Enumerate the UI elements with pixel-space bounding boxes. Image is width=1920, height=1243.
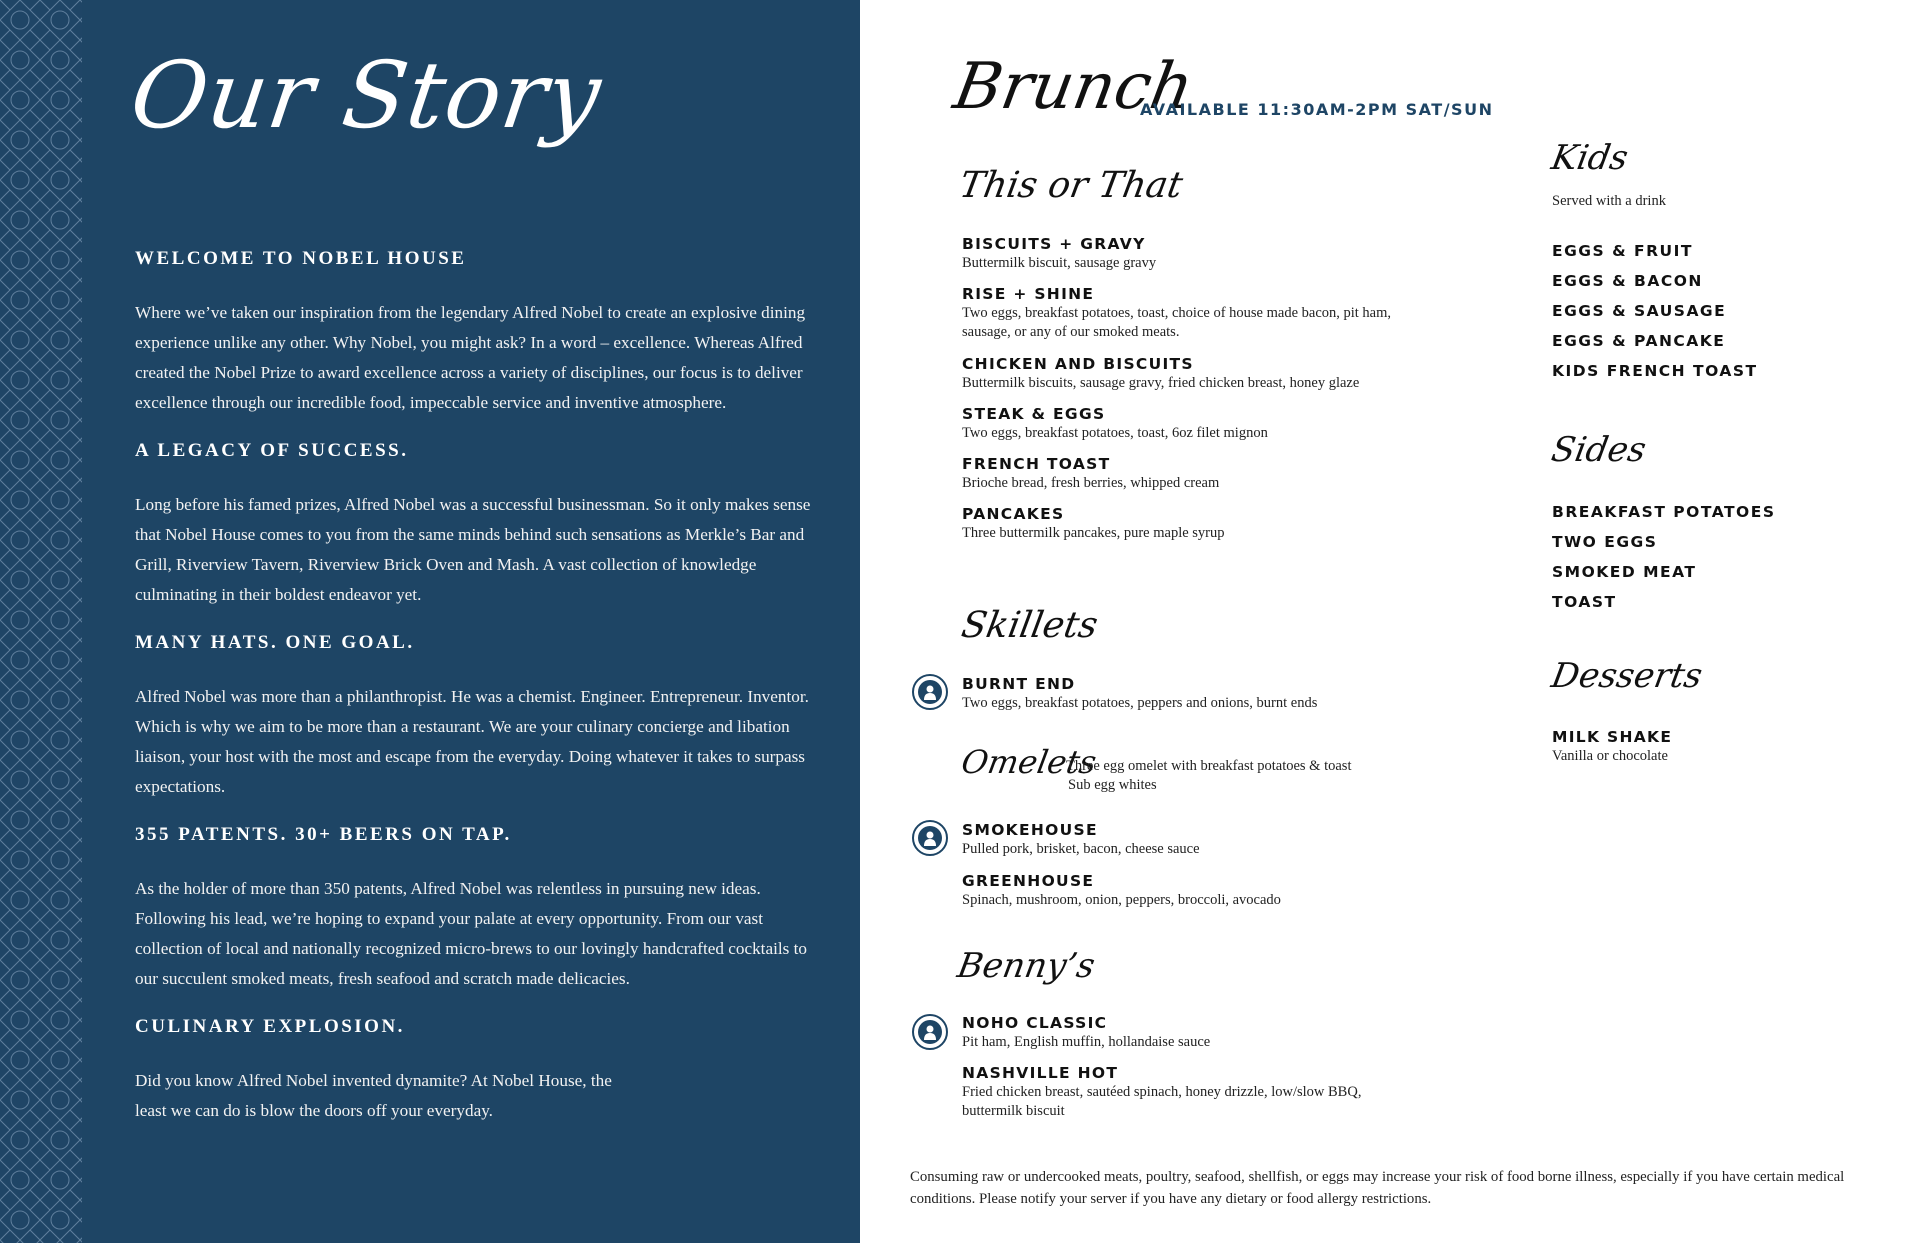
item-name: BURNT END — [962, 675, 1076, 693]
story-sections — [135, 248, 815, 1148]
section-heading: A LEGACY OF SUCCESS. — [135, 440, 409, 461]
geometric-pattern-graphic — [0, 0, 82, 1243]
item-name: SMOKEHOUSE — [962, 821, 1098, 839]
menu-item — [962, 820, 1432, 859]
section-body: Alfred Nobel was more than a philanthropist. He was a chemist. Engineer. Entrepreneur. Inventor. Which is why we aim to be more than a restaurant. We are your culinary concierge and libation liaison, your host with the most and escape from the everyday. Doing whatever it takes to surpass expectations. — [135, 687, 809, 796]
section-heading: WELCOME TO NOBEL HOUSE — [135, 248, 467, 269]
item-desc: Fried chicken breast, sautéed spinach, honey drizzle, low/slow BBQ, buttermilk biscuit — [962, 1084, 1362, 1119]
menu-item — [962, 674, 1432, 713]
item-desc: Two eggs, breakfast potatoes, peppers and onions, burnt ends — [962, 695, 1318, 711]
item-name: FRENCH TOAST — [962, 455, 1111, 473]
section-heading: CULINARY EXPLOSION. — [135, 1016, 405, 1037]
food-safety-disclaimer: Consuming raw or undercooked meats, poultry, seafood, shellfish, or eggs may increase your risk of food borne illness, especially if you have certain medical conditions. Please notify your server if you have any dietary or food allergy restrictions. — [910, 1169, 1845, 1207]
item-name: PANCAKES — [962, 505, 1065, 523]
item-name: CHICKEN AND BISCUITS — [962, 355, 1194, 373]
kids-item: KIDS FRENCH TOAST — [1552, 362, 1758, 380]
item-desc: Pulled pork, brisket, bacon, cheese sauce — [962, 841, 1200, 857]
desserts-title: Desserts — [1548, 656, 1706, 696]
omelets-desc-line: Three egg omelet with breakfast potatoes & toast — [1066, 758, 1352, 774]
menu-item — [962, 284, 1432, 342]
menu-item — [962, 234, 1432, 273]
menu-item — [962, 871, 1432, 910]
side-item: BREAKFAST POTATOES — [1552, 503, 1776, 521]
section-body: Where we’ve taken our inspiration from the legendary Alfred Nobel to create an explosive dining experience unlike any other. Why Nobel, you might ask? In a word – excellence. Whereas Alfred created the Nobel Prize to award excellence across a variety of disciplines, our focus is to deliver excellence through our incredible food, impeccable service and inventive atmosphere. — [135, 303, 806, 412]
item-name: BISCUITS + GRAVY — [962, 235, 1146, 253]
item-name: NASHVILLE HOT — [962, 1064, 1119, 1082]
item-desc: Vanilla or chocolate — [1552, 748, 1668, 764]
section-body: As the holder of more than 350 patents, Alfred Nobel was relentless in pursuing new ideas. Following his lead, we’re hoping to expand your palate at every opportunity. From our vast collection of local and nationally recognized micro-brews to our lovingly handcrafted cocktails to our succulent smoked meats, fresh seafood and scratch made delicacies. — [135, 879, 807, 988]
section-heading: MANY HATS. ONE GOAL. — [135, 632, 415, 653]
item-name: RISE + SHINE — [962, 285, 1095, 303]
menu-item — [962, 404, 1432, 443]
menu-item — [962, 504, 1432, 543]
menu-item — [962, 1063, 1412, 1121]
item-name: GREENHOUSE — [962, 872, 1095, 890]
side-item: SMOKED MEAT — [1552, 563, 1697, 581]
item-name: NOHO CLASSIC — [962, 1014, 1108, 1032]
item-desc: Spinach, mushroom, onion, peppers, broccoli, avocado — [962, 892, 1281, 908]
kids-item: EGGS & SAUSAGE — [1552, 302, 1727, 320]
signature-badge-icon — [912, 1014, 948, 1050]
item-desc: Pit ham, English muffin, hollandaise sauce — [962, 1034, 1211, 1050]
kids-item: EGGS & PANCAKE — [1552, 332, 1726, 350]
bennys-title: Benny’s — [954, 946, 1098, 986]
this-or-that-title: This or That — [956, 165, 1186, 206]
side-item: TOAST — [1552, 593, 1617, 611]
item-desc: Brioche bread, fresh berries, whipped cream — [962, 475, 1220, 491]
kids-note: Served with a drink — [1552, 193, 1666, 209]
menu-item — [962, 354, 1432, 393]
kids-item: EGGS & BACON — [1552, 272, 1703, 290]
kids-title: Kids — [1548, 138, 1632, 178]
skillets-title: Skillets — [958, 605, 1101, 646]
omelets-title: Omelets — [958, 743, 1100, 781]
kids-item: EGGS & FRUIT — [1552, 242, 1693, 260]
item-desc: Buttermilk biscuits, sausage gravy, fried chicken breast, honey glaze — [962, 375, 1360, 391]
omelets-desc-line: Sub egg whites — [1068, 777, 1157, 793]
section-heading: 355 PATENTS. 30+ BEERS ON TAP. — [135, 824, 512, 845]
signature-badge-icon — [912, 674, 948, 710]
menu-item — [1552, 727, 1852, 766]
item-name: STEAK & EGGS — [962, 405, 1106, 423]
item-name: MILK SHAKE — [1552, 728, 1673, 746]
section-body: Long before his famed prizes, Alfred Nobel was a successful businessman. So it only makes sense that Nobel House comes to you from the same minds behind such sensations as Merkle’s Bar and Grill, Riverview Tavern, Riverview Brick Oven and Mash. A vast collection of knowledge culminating in their boldest endeavor yet. — [135, 495, 811, 604]
item-desc: Buttermilk biscuit, sausage gravy — [962, 255, 1157, 271]
section-body: Did you know Alfred Nobel invented dynamite? At Nobel House, the least we can do is blow the doors off your everyday. — [135, 1071, 612, 1120]
menu-item — [962, 1013, 1432, 1052]
item-desc: Two eggs, breakfast potatoes, toast, choice of house made bacon, pit ham, sausage, or any of our smoked meats. — [962, 305, 1392, 340]
our-story-panel — [82, 0, 860, 1243]
our-story-title: Our Story — [124, 42, 608, 149]
omelets-description — [1066, 757, 1446, 795]
availability-text: AVAILABLE 11:30AM-2PM SAT/SUN — [1140, 100, 1494, 119]
decorative-pattern — [0, 0, 82, 1243]
menu-item — [962, 454, 1432, 493]
signature-badge-icon — [912, 820, 948, 856]
item-desc: Two eggs, breakfast potatoes, toast, 6oz filet mignon — [962, 425, 1268, 441]
sides-title: Sides — [1548, 430, 1650, 470]
item-desc: Three buttermilk pancakes, pure maple syrup — [962, 525, 1225, 541]
brunch-title: Brunch — [948, 50, 1199, 124]
side-item: TWO EGGS — [1552, 533, 1658, 551]
